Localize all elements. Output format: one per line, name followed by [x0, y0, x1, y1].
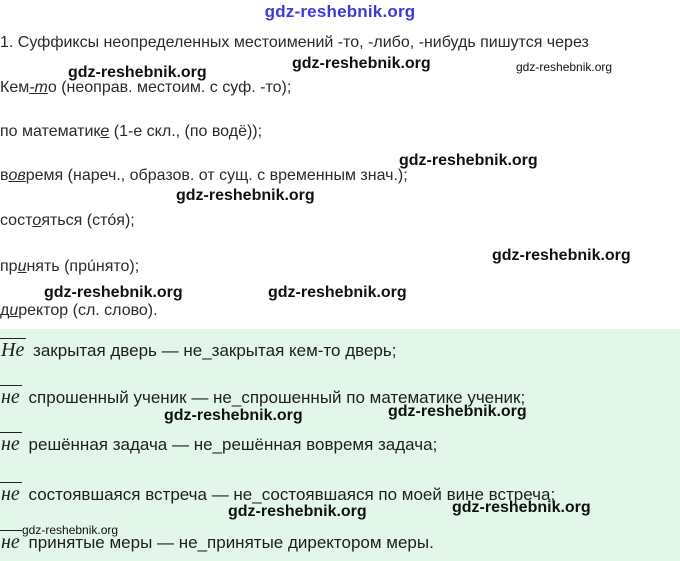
watermark: gdz-reshebnik.org: [492, 247, 631, 264]
example-line-6: директор (сл. слово).: [0, 302, 158, 319]
watermark: gdz-reshebnik.org: [176, 187, 315, 204]
watermark: gdz-reshebnik.org: [399, 152, 538, 169]
watermark: gdz-reshebnik.org: [44, 284, 183, 301]
watermark: gdz-reshebnik.org: [228, 503, 367, 520]
watermark: gdz-reshebnik.org: [268, 284, 407, 301]
example-line-5: принять (прúнято);: [0, 258, 140, 275]
watermark: gdz-reshebnik.org: [516, 60, 613, 74]
pair-line-5: не принятые меры — не_принятые директором меры.: [1, 531, 434, 553]
ne-mark: Не: [1, 339, 25, 361]
example-line-4: состояться (стóя);: [0, 212, 135, 229]
watermark: gdz-reshebnik.org: [68, 64, 207, 81]
watermark: gdz-reshebnik.org: [22, 523, 119, 537]
example-line-1: Кем-то (неоправ. местоим. с суф. -то);: [0, 79, 292, 96]
ne-mark: не: [1, 483, 20, 505]
site-watermark-top: gdz-reshebnik.org: [264, 2, 416, 21]
rule-heading: 1. Суффиксы неопределенных местоимений -то, -либо, -нибудь пишутся через: [0, 34, 589, 51]
example-line-2: по математике (1-е скл., (по водё));: [0, 123, 263, 140]
example-line-3: вовремя (нареч., образов. от сущ. с временным знач.);: [0, 167, 408, 184]
ne-mark: не: [1, 433, 20, 455]
pair-line-4: не состоявшаяся встреча — не_состоявшаяся по моей вине встреча;: [1, 483, 556, 505]
pair-line-1: Не закрытая дверь — не_закрытая кем-то дверь;: [1, 339, 397, 361]
pair-line-2: не спрошенный ученик — не_спрошенный по математике ученик;: [1, 386, 526, 408]
ne-mark: не: [1, 531, 20, 553]
pair-line-3: не решённая задача — не_решённая вовремя задача;: [1, 433, 438, 455]
watermark: gdz-reshebnik.org: [164, 407, 303, 424]
watermark: gdz-reshebnik.org: [388, 403, 527, 420]
watermark: gdz-reshebnik.org: [452, 499, 591, 516]
ne-mark: не: [1, 386, 20, 408]
watermark: gdz-reshebnik.org: [292, 55, 431, 72]
